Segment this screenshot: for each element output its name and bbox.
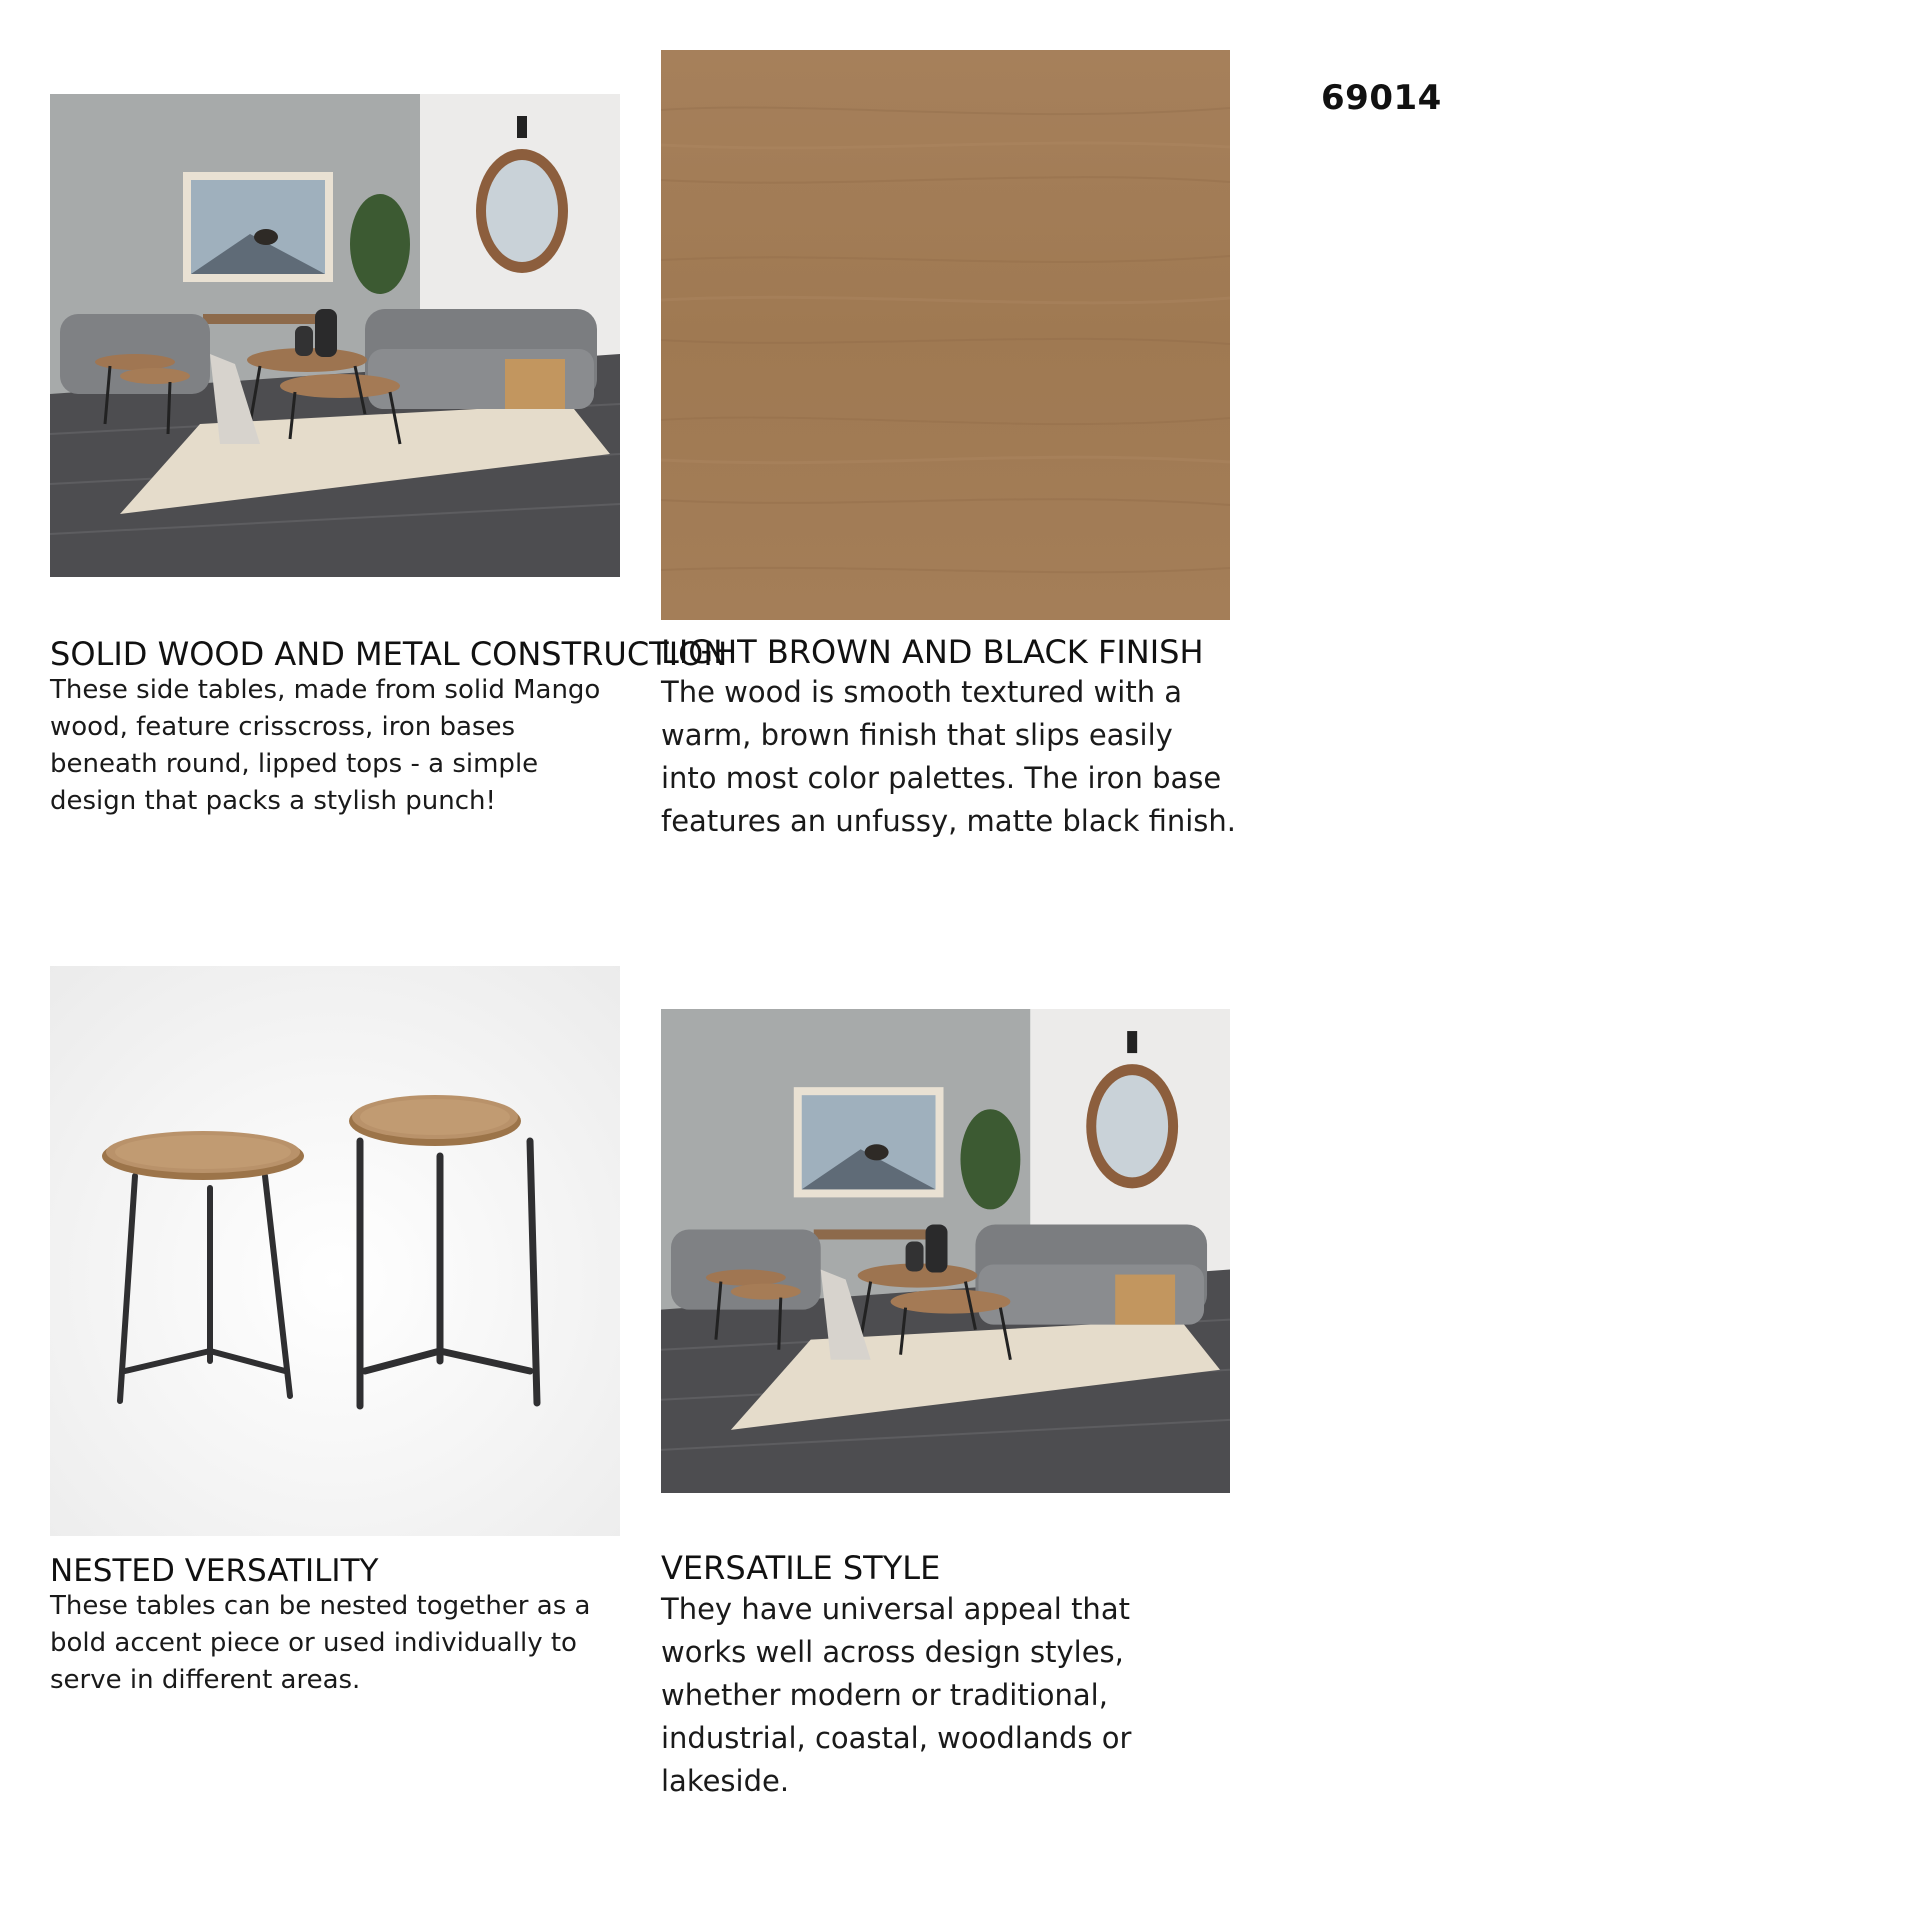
wood-finish-swatch xyxy=(661,50,1230,620)
product-sku: 69014 xyxy=(1321,78,1442,118)
nested-tables-photo xyxy=(50,966,620,1536)
section-heading: NESTED VERSATILITY xyxy=(50,1553,379,1589)
section-description: They have universal appeal that works well across design styles, whether modern or traditional, industrial, coastal, woodlands or lakeside. xyxy=(661,1592,1132,1798)
living-room-photo-2 xyxy=(661,1009,1230,1493)
section-description: These side tables, made from solid Mango wood, feature crisscross, iron bases beneath round, lipped tops - a simple design that packs a stylish punch! xyxy=(50,675,601,816)
section-heading: SOLID WOOD AND METAL CONSTRUCTION xyxy=(50,635,728,673)
section-heading: VERSATILE STYLE xyxy=(661,1549,941,1587)
living-room-photo xyxy=(50,94,620,577)
section-description: These tables can be nested together as a bold accent piece or used individually to serve in different areas. xyxy=(50,1591,591,1695)
section-description: The wood is smooth textured with a warm, brown finish that slips easily into most color palettes. The iron base features an unfussy, matte black finish. xyxy=(661,675,1236,838)
section-heading: LIGHT BROWN AND BLACK FINISH xyxy=(661,633,1204,671)
